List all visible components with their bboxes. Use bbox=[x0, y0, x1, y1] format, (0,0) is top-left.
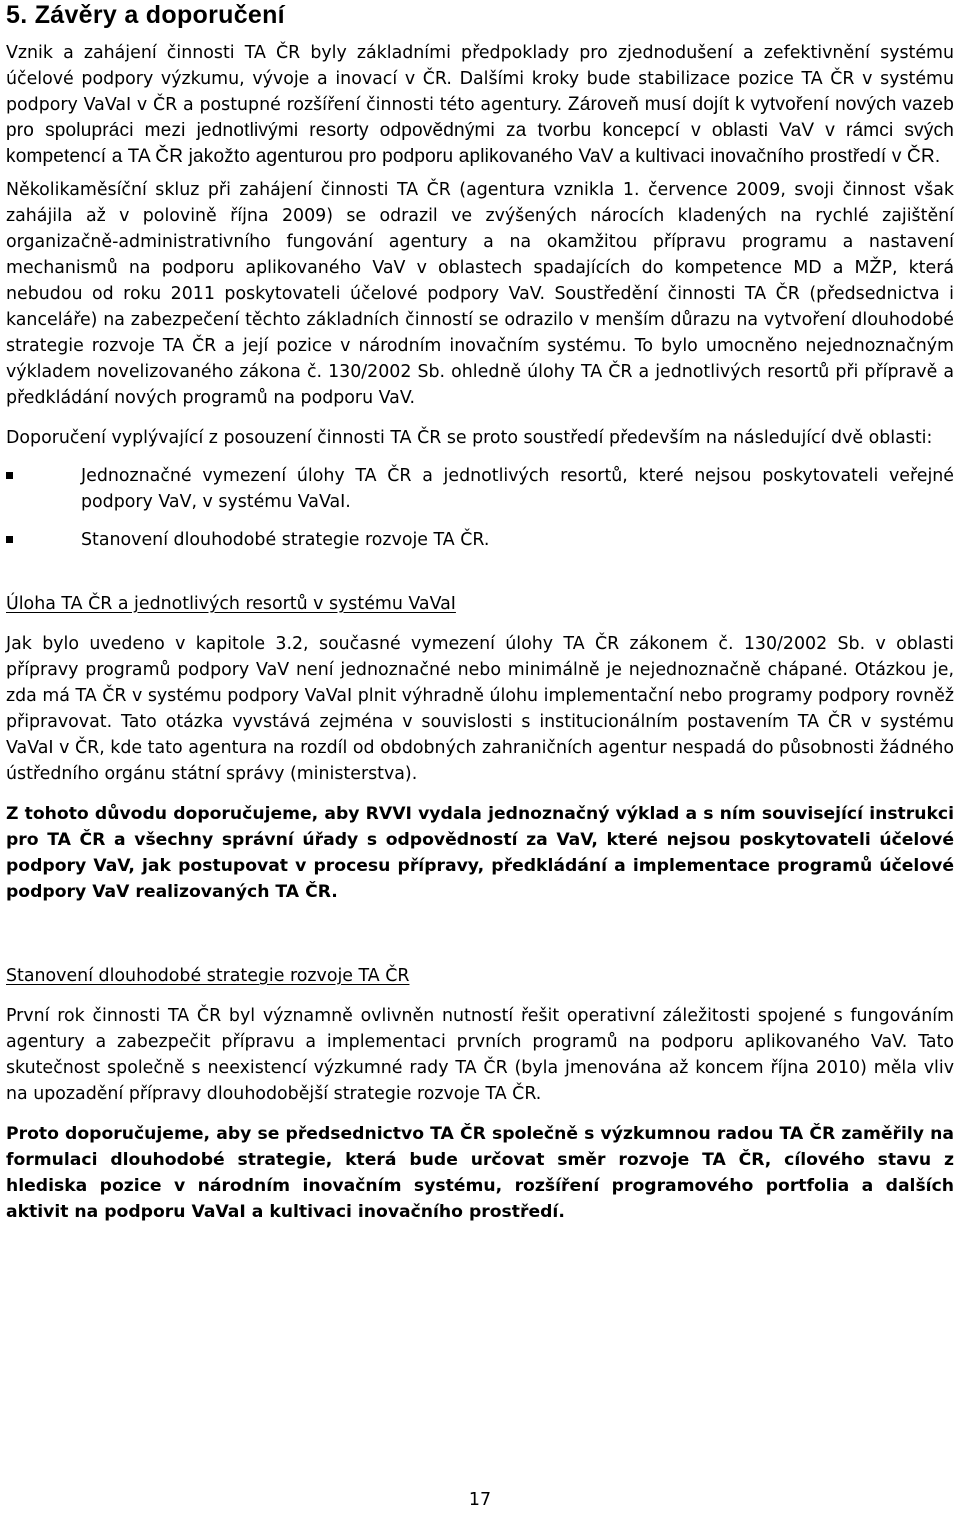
recommendation-intro: Doporučení vyplývající z posouzení činnosti TA ČR se proto soustředí především na následující dvě oblasti: bbox=[6, 428, 933, 448]
list-item-text: Stanovení dlouhodobé strategie rozvoje TA ČR. bbox=[81, 530, 490, 550]
chapter-heading: 5. Závěry a doporučení bbox=[6, 1, 285, 29]
section1-body: Jak bylo uvedeno v kapitole 3.2, současné vymezení úlohy TA ČR zákonem č. 130/2002 Sb. v oblasti přípravy programů podpory VaV není jednoznačné nebo minimálně je nejednoznačně chápané. Otázkou je, zda má TA ČR v systému podpory VaVaI plnit výhradně úlohu implementační nebo programy podpory rovněž připravovat. Tato otázka vyvstává zejména v souvislosti s institucionálním postavením TA ČR v systému VaVaI v ČR, kde tato agentura na rozdíl od obdobných zahraničních agentur nespadá do působnosti žádného ústředního orgánu státní správy (ministerstva). bbox=[6, 634, 954, 784]
intro-text-part2: Zároveň musí dojít k vytvoření nových vazeb pro spolupráci mezi jednotlivými resorty odpovědnými za tvorbu koncepcí v oblasti VaV v rámci svých kompetencí a TA ČR jakožto agenturou pro podporu aplikovaného VaV a kultivaci inovačního prostředí v ČR. bbox=[6, 94, 954, 167]
list-item bbox=[6, 463, 954, 515]
section2-body: První rok činnosti TA ČR byl významně ovlivněn nutností řešit operativní záležitosti spojené s fungováním agentury a zabezpečit přípravu a implementaci prvních programů na podporu aplikovaného VaV. Tato skutečnost společně s neexistencí výzkumné rady TA ČR (byla jmenována až koncem října 2010) měla vliv na upozadění přípravy dlouhodobější strategie rozvoje TA ČR. bbox=[6, 1006, 954, 1104]
section1-title: Úloha TA ČR a jednotlivých resortů v systému VaVaI bbox=[6, 594, 456, 614]
square-bullet-icon bbox=[6, 472, 13, 479]
section2-recommendation: Proto doporučujeme, aby se předsednictvo TA ČR společně s výzkumnou radou TA ČR zaměřily na formulaci dlouhodobé strategie, která bude určovat směr rozvoje TA ČR, cílového stavu z hlediska pozice v národním inovačním systému, rozšíření programového portfolia a dalších aktivit na podporu VaVaI a kultivaci inovačního prostředí. bbox=[6, 1124, 954, 1222]
square-bullet-icon bbox=[6, 536, 13, 543]
section1-recommendation: Z tohoto důvodu doporučujeme, aby RVVI vydala jednoznačný výklad a s ním související instrukci pro TA ČR a všechny správní úřady s odpovědností za VaV, které nejsou poskytovateli účelové podpory VaV, jak postupovat v procesu přípravy, předkládání a implementace programů účelové podpory VaV realizovaných TA ČR. bbox=[6, 804, 954, 902]
list-item bbox=[6, 527, 954, 553]
document-page bbox=[6, 0, 954, 1225]
section2-title: Stanovení dlouhodobé strategie rozvoje TA ČR bbox=[6, 966, 410, 986]
intro-paragraph bbox=[6, 40, 954, 170]
recommendation-list bbox=[6, 463, 954, 553]
list-item-text: Jednoznačné vymezení úlohy TA ČR a jednotlivých resortů, které nejsou poskytovateli veřejné podpory VaV, v systému VaVaI. bbox=[81, 466, 954, 512]
page-number: 17 bbox=[468, 1490, 492, 1510]
intro-text-part1: Vznik a zahájení činnosti TA ČR byly základními předpoklady pro zjednodušení a zefektivnění systému účelové podpory výzkumu, vývoje a inovací v ČR. Dalšími kroky bude stabilizace pozice TA ČR v systému podpory VaVaI v ČR a postupné rozšíření činnosti této agentury. bbox=[6, 43, 954, 115]
delay-paragraph: Několikaměsíční skluz při zahájení činnosti TA ČR (agentura vznikla 1. července 2009, svoji činnost však zahájila až v polovině října 2009) se odrazil ve zvýšených nárocích kladených na rychlé zajištění organizačně-administrativního fungování agentury a na okamžitou přípravu programu a nastavení mechanismů na podporu aplikovaného VaV v oblastech spadajících do kompetence MD a MŽP, která nebudou od roku 2011 poskytovateli účelové podpory VaV. Soustředění činnosti TA ČR (předsednictva i kanceláře) na zabezpečení těchto základních činností se odrazilo v menším důrazu na vytvoření dlouhodobé strategie rozvoje TA ČR a její pozice v národním inovačním systému. To bylo umocněno nejednoznačným výkladem novelizovaného zákona č. 130/2002 Sb. ohledně úlohy TA ČR a jednotlivých resortů při přípravě a předkládání nových programů na podporu VaV. bbox=[6, 180, 954, 408]
